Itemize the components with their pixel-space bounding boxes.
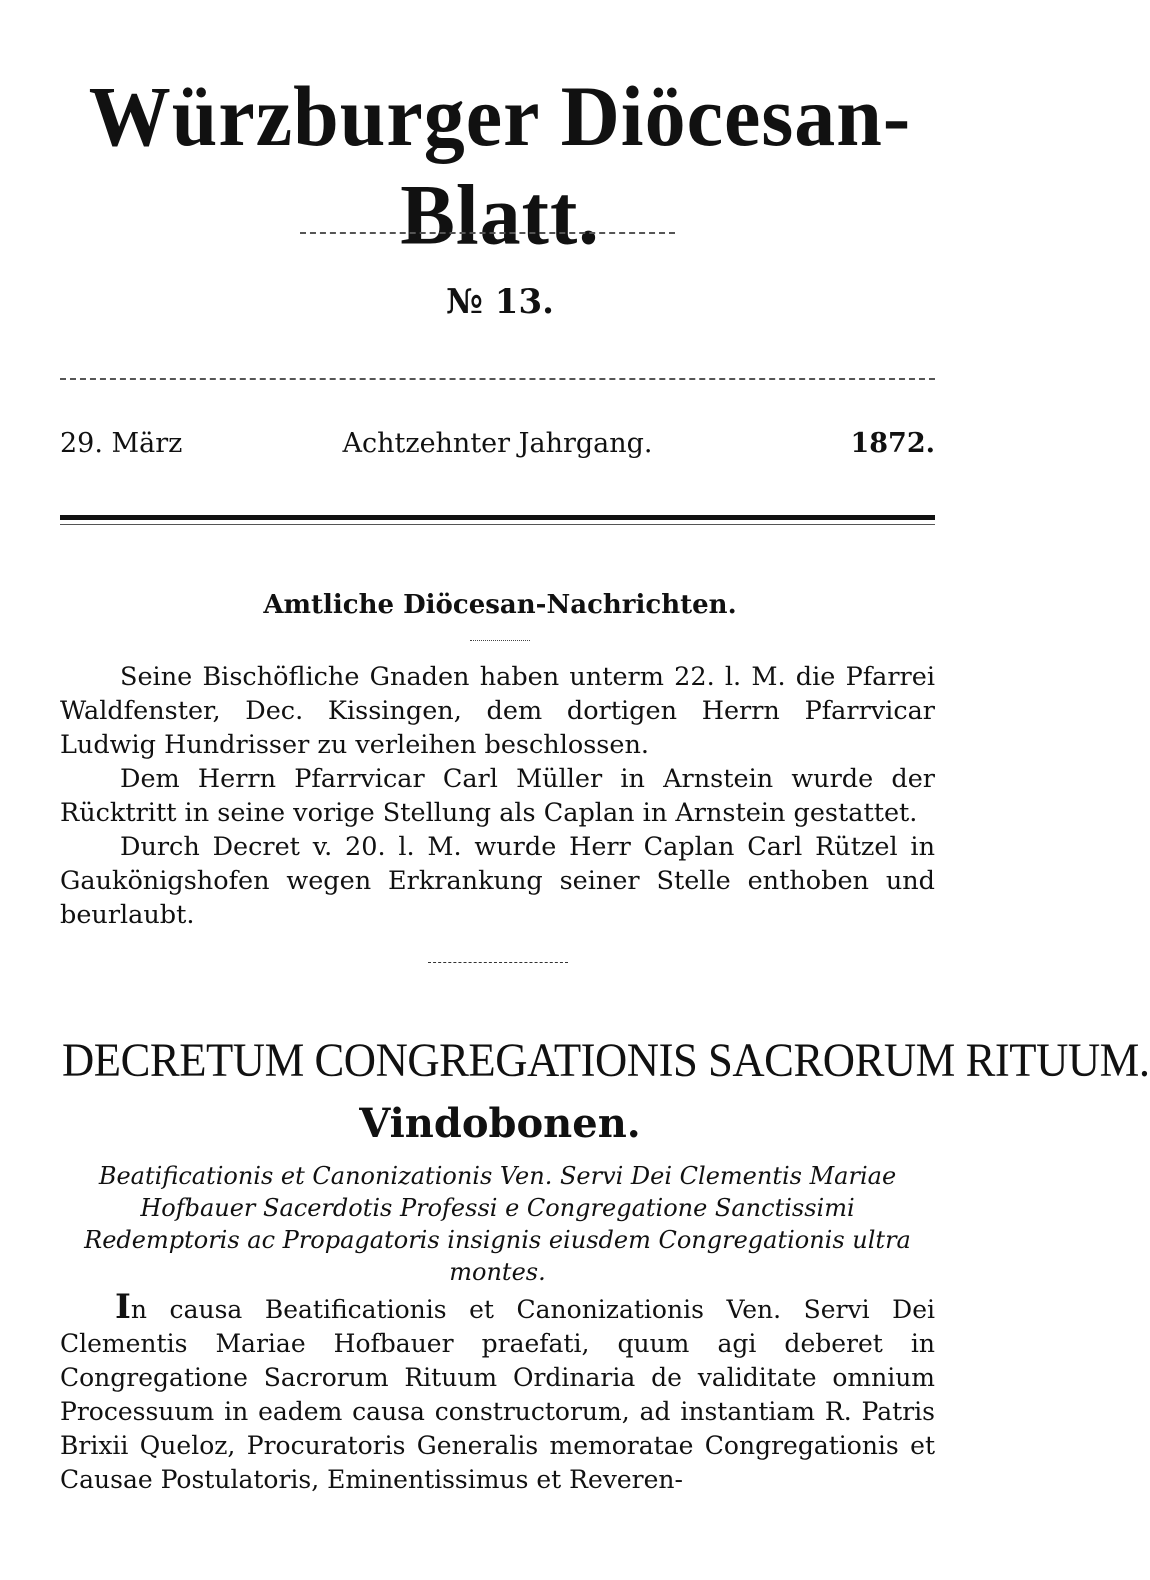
notice-paragraph: Dem Herrn Pfarrvicar Carl Müller in Arnstein wurde der Rücktritt in seine vorige Stellung als Caplan in Arnstein gestattet. [60, 764, 935, 828]
decree-place: Vindobonen. [359, 1100, 641, 1147]
header-rule-thin [60, 524, 935, 525]
masthead-title: Würzburger Diöcesan-Blatt. [88, 68, 912, 263]
notice-paragraph: Seine Bischöfliche Gnaden haben unterm 22. l. M. die Pfarrei Waldfenster, Dec. Kissingen, dem dortigen Herrn Pfarrvicar Ludwig Hundrisser zu verleihen beschlossen. [60, 662, 935, 760]
volume-label: Achtzehnter Jahrgang. [342, 428, 653, 459]
decree-subtitle: Beatificationis et Canonizationis Ven. Servi Dei Clementis Mariae Hofbauer Sacerdotis Professi e Congregatione Sanctissimi Redemptoris ac Propagatoris insignis eiusdem Congregationis ultra montes. [84, 1162, 911, 1286]
decree-title: DECRETUM CONGREGATIONIS SACRORUM RITUUM. [62, 1034, 1150, 1087]
decree-body [60, 1287, 935, 1497]
dateline [60, 428, 935, 472]
issue-year: 1872. [850, 428, 935, 459]
notices-body [60, 660, 935, 932]
section-separator [428, 962, 568, 963]
issue-number: № 13. [446, 282, 554, 322]
decree-body-text: n causa Beatificationis et Canonizationis Ven. Servi Dei Clementis Mariae Hofbauer praefati, quum agi deberet in Congregatione Sacrorum Rituum Ordinaria de validitate omnium Processuum in eadem causa constructorum, ad instantiam R. Patris Brixii Queloz, Procuratoris Generalis memoratae Congregationis et Causae Postulatoris, Eminentissimus et Reveren- [60, 1295, 935, 1494]
notices-heading: Amtliche Diöcesan-Nachrichten. [263, 590, 737, 620]
issue-date: 29. März [60, 428, 183, 459]
header-rule-thick [60, 515, 935, 520]
masthead-divider [300, 232, 675, 234]
issue-divider [60, 378, 935, 380]
notice-paragraph: Durch Decret v. 20. l. M. wurde Herr Caplan Carl Rützel in Gaukönigshofen wegen Erkrankung seiner Stelle enthoben und beurlaubt. [60, 832, 935, 930]
drop-cap: I [115, 1287, 131, 1327]
heading-ornament [470, 640, 530, 641]
